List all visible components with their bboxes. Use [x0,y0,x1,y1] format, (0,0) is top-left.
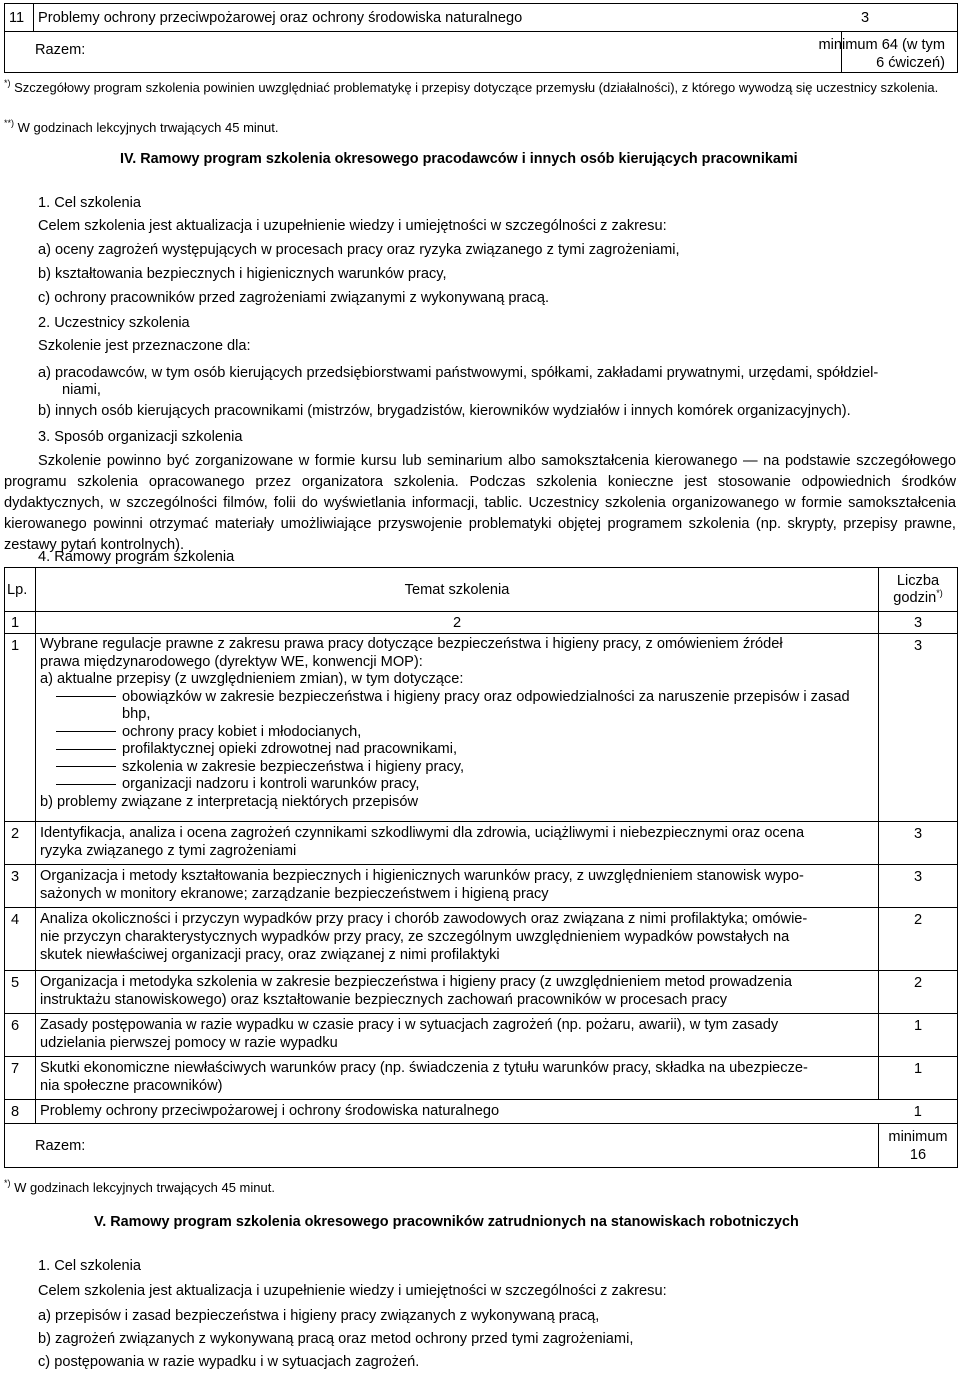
row-topic [36,822,879,865]
table-row [5,1124,958,1168]
dash-item [40,759,878,777]
dash-item [40,689,878,707]
list-item-continued: niami, [62,382,101,398]
dash-item-text: ochrony pracy kobiet i młodocianych, [122,723,362,740]
total-label: Razem: [5,1124,879,1168]
footnote-mark: *) [4,1178,11,1188]
dash-mark [56,766,116,767]
topic-line: nia społeczne pracowników) [40,1078,223,1094]
row-topic [36,1014,879,1057]
topic-line: Analiza okoliczności i przyczyn wypadków przy pracy i chorób zawodowych oraz związana z nimi profilaktyka; omówie- [40,911,808,927]
header-topic: Temat szkolenia [36,568,879,612]
list-item: c) postępowania w razie wypadku i w sytuacjach zagrożeń. [38,1354,420,1370]
total-hours-line2: 16 [909,1147,927,1163]
list-item: b) innych osób kierujących pracownikami (mistrzów, brygadzistów, kierowników wydziałów i innych komórek organizacyjnych). [38,403,851,419]
footnote-text: W godzinach lekcyjnych trwających 45 minut. [14,1180,275,1195]
topic-line: Zasady postępowania w razie wypadku w czasie pracy i w sytuacjach zagrożeń (np. pożaru, awarii), w tym zasady [40,1017,779,1033]
dash-mark [56,749,116,750]
list-item: a) oceny zagrożeń występujących w procesach pracy oraz ryzyka związanego z tymi zagrożeniami, [38,242,680,258]
paragraph: Szkolenie jest przeznaczone dla: [38,338,251,354]
dash-item-continued: bhp, [122,706,151,722]
row-number: 1 [5,634,36,822]
numbering-cell: 2 [36,612,879,634]
row-hours: 3 [879,822,958,865]
paragraph: Szkolenie powinno być zorganizowane w formie kursu lub seminarium albo samokształcenia kierowanego — na podstawie szczegółowego programu szkolenia opracowanego przez organizatora szkolenia. Podczas szkolenia konieczne jest stosowanie odpowiednich środków dydaktycznych, w szczególności filmów, folii do wyświetlania informacji, tablic. Uczestnicy szkolenia organizowanego w formie samokształcenia kierowanego powinni otrzymać materiały umożliwiające przyswojenie problematyki objętej programem szkolenia (np. skrypty, przepisy prawne, zestawy pytań kontrolnych). [4,453,956,553]
table-row [5,634,958,822]
topic-line: b) problemy związane z interpretacją niektórych przepisów [40,793,418,810]
dash-mark [56,696,116,697]
list-item: c) ochrony pracowników przed zagrożeniami związanymi z wykonywaną pracą. [38,290,549,306]
paragraph: Celem szkolenia jest aktualizacja i uzupełnienie wiedzy i umiejętności w szczególności z zakresu: [38,1283,667,1299]
section-title: 3. Sposób organizacji szkolenia [38,429,243,445]
row-topic [36,865,879,908]
dash-mark [56,784,116,785]
topic-line: Wybrane regulacje prawne z zakresu prawa pracy dotyczące bezpieczeństwa i higieny pracy, z omówieniem źródeł [40,636,783,652]
dash-item-text: obowiązków w zakresie bezpieczeństwa i higieny pracy oraz odpowiedzialności za naruszenie przepisów i zasad [122,688,850,705]
topic-line: a) aktualne przepisy (z uwzględnieniem zmian), w tym dotyczące: [40,671,464,687]
total-hours [818,32,958,73]
list-item: b) zagrożeń związanych z wykonywaną pracą oraz metod ochrony przed tymi zagrożeniami, [38,1331,634,1347]
row-number: 6 [5,1014,36,1057]
row-hours: 1 [879,1100,958,1124]
row-hours: 3 [879,865,958,908]
row-topic: Problemy ochrony przeciwpożarowej oraz ochrony środowiska naturalnego [34,4,842,32]
topic-line: skutek niewłaściwej organizacji pracy, oraz związanej z nimi profilaktyki [40,947,500,963]
topic-line: instruktażu stanowiskowego) oraz kształtowanie bezpiecznych zachowań pracowników w procesach pracy [40,992,728,1008]
list-item: b) kształtowania bezpiecznych i higienicznych warunków pracy, [38,266,447,282]
section-heading-iv: IV. Ramowy program szkolenia okresowego pracodawców i innych osób kierujących pracownikami [120,151,798,167]
list-item: a) pracodawców, w tym osób kierujących przedsiębiorstwami państwowymi, spółkami, zakładami prywatnymi, urzędami, spółdziel- [38,365,879,381]
topic-line: udzielania pierwszej pomocy w razie wypadku [40,1035,338,1051]
topic-line: Organizacja i metody kształtowania bezpiecznych i higienicznych warunków pracy, z uwzględnieniem stanowisk wypo- [40,868,804,884]
row-number: 8 [5,1100,36,1124]
total-hours [879,1124,958,1168]
topic-line: Identyfikacja, analiza i ocena zagrożeń czynnikami szkodliwymi dla zdrowia, uciążliwymi i niebezpiecznymi oraz ocena [40,825,805,841]
row-hours: 2 [879,971,958,1014]
dash-item-text: organizacji nadzoru i kontroli warunków pracy, [122,776,420,792]
row-number: 4 [5,908,36,971]
footnote-mark: **) [4,118,15,128]
row-number: 3 [5,865,36,908]
numbering-cell: 1 [5,612,36,634]
topic-line: ryzyka związanego z tymi zagrożeniami [40,843,297,859]
footnote-text: W godzinach lekcyjnych trwających 45 minut. [17,120,279,135]
dash-item-text: profilaktycznej opieki zdrowotnej nad pracownikami, [122,741,458,757]
row-number: 5 [5,971,36,1014]
program-table [4,567,958,1168]
table-row [5,1014,958,1057]
total-hours-line1: minimum 64 (w tym [818,37,945,53]
section-title: 1. Cel szkolenia [38,195,142,211]
topic-line: nie przyczyn charakterystycznych wypadków przy pracy, ze szczególnym uwzględnieniem wypadków powstałych na [40,929,790,945]
numbering-cell: 3 [879,612,958,634]
total-hours-line2: 6 ćwiczeń) [876,55,945,71]
topic-line: Skutki ekonomiczne niewłaściwych warunków pracy (np. świadczenia z tytułu warunków pracy, składka na ubezpiecze- [40,1060,808,1076]
header-hours-line1: Liczba [896,572,940,589]
row-topic [36,971,879,1014]
table-row [5,822,958,865]
row-hours: 1 [879,1057,958,1100]
row-topic [36,908,879,971]
section-heading-v: V. Ramowy program szkolenia okresowego pracowników zatrudnionych na stanowiskach robotniczych [94,1214,799,1230]
table-row [5,971,958,1014]
footnote-1 [4,78,956,97]
row-hours: 3 [841,4,958,32]
footnote [4,1180,275,1195]
footnote-2 [4,120,278,135]
section-title: 4. Ramowy program szkolenia [38,549,235,565]
row-hours: 1 [879,1014,958,1057]
total-hours-line1: minimum [888,1129,948,1145]
header-lp: Lp. [5,568,36,612]
row-number: 2 [5,822,36,865]
footnote-mark: *) [936,587,943,598]
header-hours-line2: godzin [893,589,937,606]
section-title: 1. Cel szkolenia [38,1258,142,1274]
total-label: Razem: [5,32,842,73]
list-item: a) przepisów i zasad bezpieczeństwa i higieny pracy związanych z wykonywaną pracą, [38,1308,600,1324]
topic-line: sażonych w monitory ekranowe; zarządzanie bezpieczeństwem i higieną pracy [40,886,549,902]
dash-item [40,741,878,759]
row-topic [36,634,879,822]
row-number: 11 [5,4,34,32]
table-row [5,1057,958,1100]
row-topic: Problemy ochrony przeciwpożarowej i ochrony środowiska naturalnego [36,1100,879,1124]
dash-item [40,776,878,794]
footnote-mark: *) [4,78,11,88]
section-title: 2. Uczestnicy szkolenia [38,315,190,331]
top-program-table [4,3,958,73]
row-hours: 2 [879,908,958,971]
row-topic [36,1057,879,1100]
topic-line: Organizacja i metodyka szkolenia w zakresie bezpieczeństwa i higieny pracy (z uwzględnieniem metod prowadzenia [40,974,792,990]
dash-item [40,724,878,742]
table-row [5,865,958,908]
table-row [5,1100,958,1124]
paragraph: Celem szkolenia jest aktualizacja i uzupełnienie wiedzy i umiejętności w szczególności z zakresu: [38,218,667,234]
dash-item-text: szkolenia w zakresie bezpieczeństwa i higieny pracy, [122,758,465,775]
row-number: 7 [5,1057,36,1100]
row-hours: 3 [879,634,958,822]
topic-line: prawa międzynarodowego (dyrektyw WE, konwencji MOP): [40,653,423,670]
table-row [5,908,958,971]
dash-mark [56,731,116,732]
footnote-text: Szczegółowy program szkolenia powinien uwzględniać problematykę i przepisy dotyczące przemysłu (działalności), z którego wywodzą się uczestnicy szkolenia. [14,80,939,95]
header-hours [879,568,958,612]
